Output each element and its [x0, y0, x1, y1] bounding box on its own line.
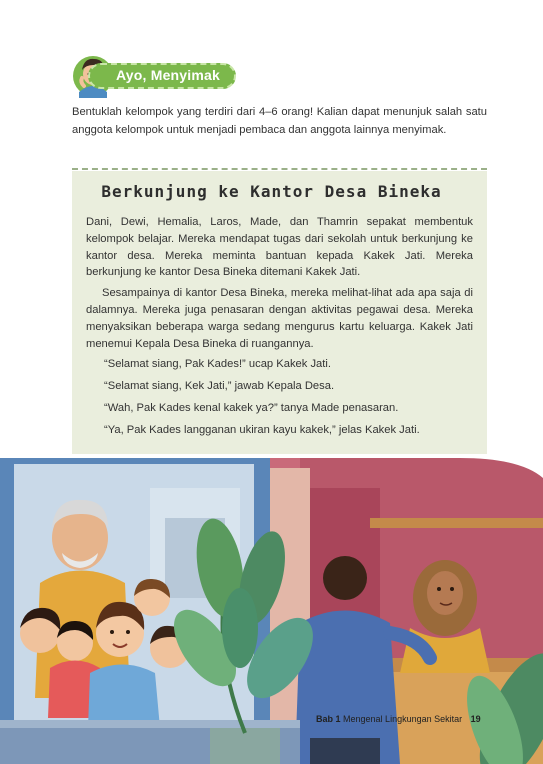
- story-dialog: “Selamat siang, Pak Kades!” ucap Kakek Jati.: [104, 358, 331, 371]
- story-paragraph: Sesampainya di kantor Desa Bineka, mereka melihat-lihat ada apa saja di dalamnya. Mereka juga penasaran dengan aktivitas pegawai desa. Mereka menyaksikan beberapa warga sedang mengurus kartu keluarga. Kakek Jati menemui Kepala Desa Bineka di ruangannya.: [86, 287, 473, 350]
- chapter-title: Mengenal Lingkungan Sekitar: [343, 714, 463, 724]
- story-dialog: “Selamat siang, Kek Jati,” jawab Kepala Desa.: [104, 380, 335, 393]
- story-dialog: “Ya, Pak Kades langganan ukiran kayu kakek,” jelas Kakek Jati.: [104, 423, 420, 436]
- story-title: Berkunjung ke Kantor Desa Bineka: [101, 182, 442, 201]
- section-title: Ayo, Menyimak: [116, 67, 221, 83]
- story-body: [86, 214, 473, 444]
- story-dialog: “Wah, Pak Kades kenal kakek ya?” tanya Made penasaran.: [104, 401, 399, 414]
- section-badge: [70, 52, 240, 96]
- instruction-text: Bentuklah kelompok yang terdiri dari 4–6 orang! Kalian dapat menunjuk salah satu anggota kelompok untuk menjadi pembaca dan anggota lainnya menyimak.: [72, 106, 487, 136]
- dashed-divider: [72, 168, 487, 170]
- story-paragraph: Dani, Dewi, Hemalia, Laros, Made, dan Thamrin sepakat membentuk kelompok belajar. Mereka mendapat tugas dari sekolah untuk berkunjung ke kantor desa. Mereka meminta bantuan kepada Kakek Jati. Mereka berkunjung ke kantor Desa Bineka ditemani Kakek Jati.: [86, 216, 473, 279]
- chapter-number: Bab 1: [316, 714, 341, 724]
- page-footer: [316, 714, 481, 724]
- page-number: 19: [470, 714, 481, 724]
